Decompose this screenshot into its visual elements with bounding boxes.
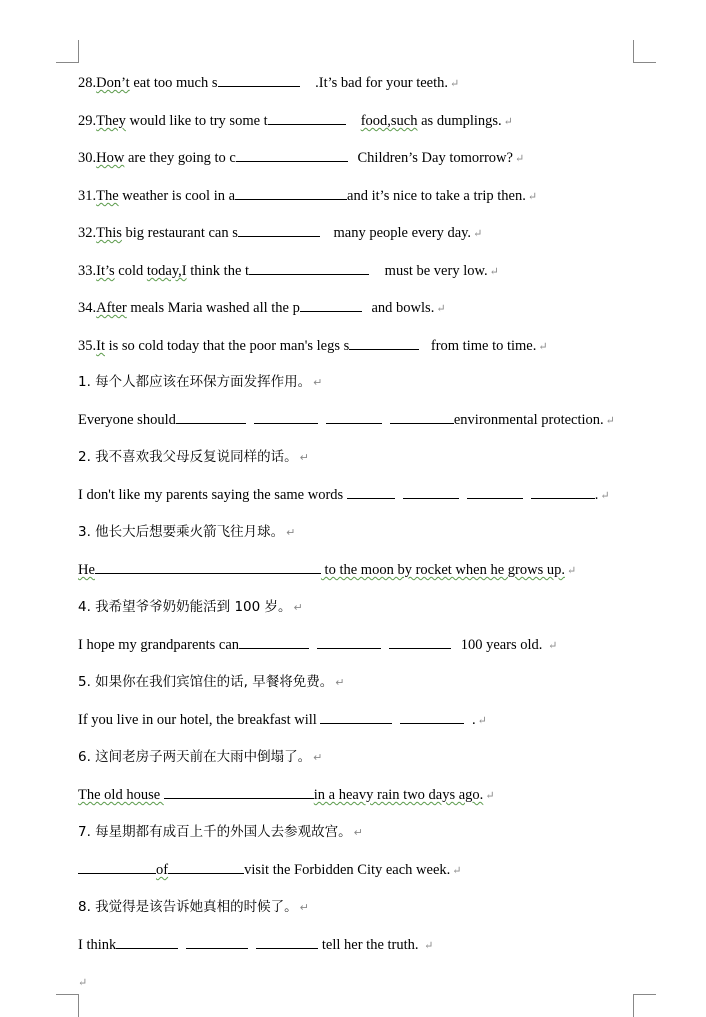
paragraph-mark-icon: ↵: [489, 266, 499, 278]
translation-3-chinese: 3. 他长大后想要乘火箭飞往月球。 ↵: [78, 524, 296, 540]
paragraph-mark-icon: ↵: [566, 565, 577, 577]
answer-blank[interactable]: [254, 410, 318, 424]
paragraph-mark-icon: ↵: [527, 191, 538, 203]
empty-paragraph: [78, 973, 87, 992]
question-34: 34.After meals Maria washed all the p and bowls. ↵: [78, 300, 446, 316]
translation-5-chinese: 5. 如果你在我们宾馆住的话, 早餐将免费。 ↵: [78, 674, 345, 690]
question-35: 35.It is so cold today that the poor man's legs s from time to time. ↵: [78, 338, 548, 354]
answer-blank[interactable]: [347, 485, 395, 499]
translation-6-english: The old house in a heavy rain two days ago. ↵: [78, 787, 495, 803]
paragraph-mark-icon: ↵: [299, 901, 309, 914]
paragraph-mark-icon: ↵: [293, 601, 303, 614]
paragraph-mark-icon: ↵: [452, 865, 462, 877]
answer-blank[interactable]: [95, 560, 321, 574]
answer-blank[interactable]: [268, 111, 346, 125]
answer-blank[interactable]: [236, 148, 348, 162]
answer-blank[interactable]: [116, 935, 178, 949]
page-corner-mark-bottom-left: [56, 994, 79, 1017]
question-32: 32.This big restaurant can s many people every day. ↵: [78, 225, 483, 241]
page-corner-mark-top-left: [56, 40, 79, 63]
answer-blank[interactable]: [400, 710, 464, 724]
answer-blank[interactable]: [467, 485, 523, 499]
page-corner-mark-top-right: [633, 40, 656, 63]
paragraph-mark-icon: ↵: [78, 977, 88, 989]
paragraph-mark-icon: ↵: [477, 715, 487, 727]
paragraph-mark-icon: ↵: [436, 303, 446, 315]
paragraph-mark-icon: ↵: [548, 640, 558, 652]
question-29: 29.They would like to try some t food,such as dumplings. ↵: [78, 113, 513, 129]
translation-4-english: I hope my grandparents can 100 years old. ↵: [78, 637, 558, 653]
translation-6-chinese: 6. 这间老房子两天前在大雨中倒塌了。 ↵: [78, 749, 323, 765]
answer-blank[interactable]: [390, 410, 454, 424]
answer-blank[interactable]: [326, 410, 382, 424]
paragraph-mark-icon: ↵: [353, 826, 363, 839]
answer-blank[interactable]: [235, 186, 347, 200]
translation-4-chinese: 4. 我希望爷爷奶奶能活到 100 岁。 ↵: [78, 599, 303, 615]
translation-8-chinese: 8. 我觉得是该告诉她真相的时候了。 ↵: [78, 899, 309, 915]
paragraph-mark-icon: ↵: [286, 526, 296, 539]
question-30: 30.How are they going to c Children’s Day tomorrow? ↵: [78, 150, 525, 166]
translation-7-chinese: 7. 每星期都有成百上千的外国人去参观故宫。 ↵: [78, 824, 363, 840]
paragraph-mark-icon: ↵: [473, 228, 483, 240]
translation-1-english: Everyone should environmental protection. ↵: [78, 412, 615, 428]
paragraph-mark-icon: ↵: [514, 153, 525, 165]
paragraph-mark-icon: ↵: [335, 676, 345, 689]
answer-blank[interactable]: [218, 73, 300, 87]
paragraph-mark-icon: ↵: [538, 341, 548, 353]
answer-blank[interactable]: [531, 485, 595, 499]
paragraph-mark-icon: ↵: [424, 940, 434, 952]
paragraph-mark-icon: ↵: [450, 78, 460, 90]
paragraph-mark-icon: ↵: [503, 116, 513, 128]
answer-blank[interactable]: [317, 635, 381, 649]
question-28: 28.Don’t eat too much s .It’s bad for your teeth. ↵: [78, 75, 460, 91]
translation-5-english: If you live in our hotel, the breakfast will . ↵: [78, 712, 487, 728]
paragraph-mark-icon: ↵: [600, 490, 610, 502]
page-corner-mark-bottom-right: [633, 994, 656, 1017]
answer-blank[interactable]: [168, 860, 244, 874]
answer-blank[interactable]: [186, 935, 248, 949]
translation-7-english: of visit the Forbidden City each week. ↵: [78, 860, 462, 880]
paragraph-mark-icon: ↵: [313, 376, 323, 389]
answer-blank[interactable]: [78, 860, 156, 874]
answer-blank[interactable]: [249, 261, 369, 275]
answer-blank[interactable]: [300, 298, 362, 312]
answer-blank[interactable]: [176, 410, 246, 424]
paragraph-mark-icon: ↵: [299, 451, 309, 464]
translation-2-chinese: 2. 我不喜欢我父母反复说同样的话。 ↵: [78, 449, 309, 465]
answer-blank[interactable]: [320, 710, 392, 724]
translation-1-chinese: 1. 每个人都应该在环保方面发挥作用。 ↵: [78, 374, 323, 390]
paragraph-mark-icon: ↵: [313, 751, 323, 764]
answer-blank[interactable]: [389, 635, 451, 649]
question-31: 31.The weather is cool in a and it’s nice to take a trip then. ↵: [78, 188, 538, 204]
paragraph-mark-icon: ↵: [485, 790, 495, 802]
translation-2-english: I don't like my parents saying the same words . ↵: [78, 487, 610, 503]
question-33: 33.It’s cold today,I think the t must be very low. ↵: [78, 263, 499, 279]
answer-blank[interactable]: [256, 935, 318, 949]
answer-blank[interactable]: [349, 336, 419, 350]
translation-3-english: He to the moon by rocket when he grows up. ↵: [78, 562, 577, 578]
translation-8-english: I think tell her the truth. ↵: [78, 937, 434, 953]
paragraph-mark-icon: ↵: [605, 415, 615, 427]
answer-blank[interactable]: [164, 785, 314, 799]
answer-blank[interactable]: [403, 485, 459, 499]
answer-blank[interactable]: [239, 635, 309, 649]
answer-blank[interactable]: [238, 223, 320, 237]
